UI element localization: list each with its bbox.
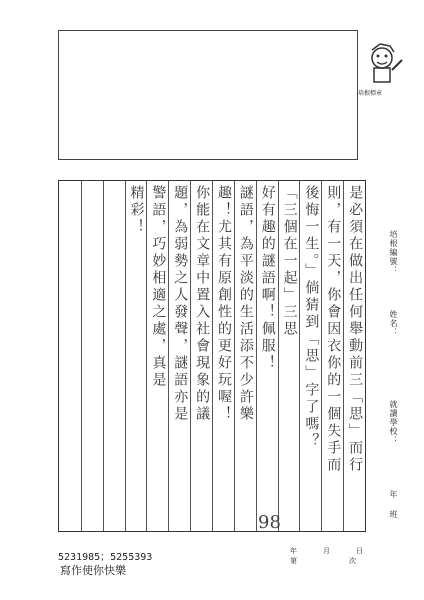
mascot-label: 培根標章 — [358, 90, 383, 97]
grid-column — [81, 181, 103, 531]
grid-column — [146, 181, 168, 531]
column-text: 謎語，為平淡的生活添不少許樂 — [237, 185, 254, 423]
side-label-name: 姓名： — [389, 310, 398, 337]
column-text: 是必須在做出任何舉動前三「思」而行 — [347, 185, 364, 474]
session-label-prefix: 第 — [290, 557, 297, 565]
column-text: 你能在文章中置入社會現象的議 — [194, 185, 211, 423]
grid-column — [59, 181, 81, 531]
footer-slogan: 寫作使你快樂 — [60, 564, 126, 577]
grid-column — [212, 181, 234, 531]
column-text: 後悔一生。」倘猜到「思」字了嗎？ — [303, 185, 320, 450]
grid-column — [299, 181, 321, 531]
grid-column — [125, 181, 147, 531]
grid-column — [343, 181, 365, 531]
grid-column — [168, 181, 190, 531]
grid-column — [234, 181, 256, 531]
footer-phone: 5231985；5255393 — [58, 552, 153, 563]
grid-column — [321, 181, 343, 531]
column-text: 則，有一天，你會因衣你的一個失手而 — [325, 185, 342, 474]
date-label-day: 日 — [356, 547, 363, 555]
date-label-year: 年 — [290, 547, 297, 555]
date-labels — [290, 546, 363, 556]
side-label-grade: 年 — [389, 490, 398, 499]
side-label-school: 就讀學校： — [389, 400, 398, 445]
side-label-number: 培根編號： — [389, 230, 398, 275]
grid-column — [256, 181, 278, 531]
essay-paper — [58, 180, 366, 532]
grade-mark: 98 — [258, 512, 281, 533]
column-text: 「三個在一起」三思 — [281, 185, 298, 338]
teacher-comment-box — [58, 30, 358, 160]
column-text: 精彩！ — [128, 185, 145, 236]
column-text: 好有趣的謎語啊！佩服！ — [259, 185, 276, 372]
writing-grid — [59, 181, 365, 531]
column-text: 題，為弱勢之人發聲，謎語亦是 — [172, 185, 189, 423]
grid-column — [103, 181, 125, 531]
grid-column — [190, 181, 212, 531]
column-text: 警語，巧妙相適之處，真是 — [150, 185, 167, 389]
session-labels — [290, 556, 356, 566]
grid-column — [278, 181, 300, 531]
date-label-month: 月 — [323, 547, 330, 555]
side-label-class: 班 — [389, 510, 398, 519]
session-label-suffix: 次 — [349, 557, 356, 565]
column-text: 趣！尤其有原創性的更好玩喔！ — [215, 185, 232, 423]
